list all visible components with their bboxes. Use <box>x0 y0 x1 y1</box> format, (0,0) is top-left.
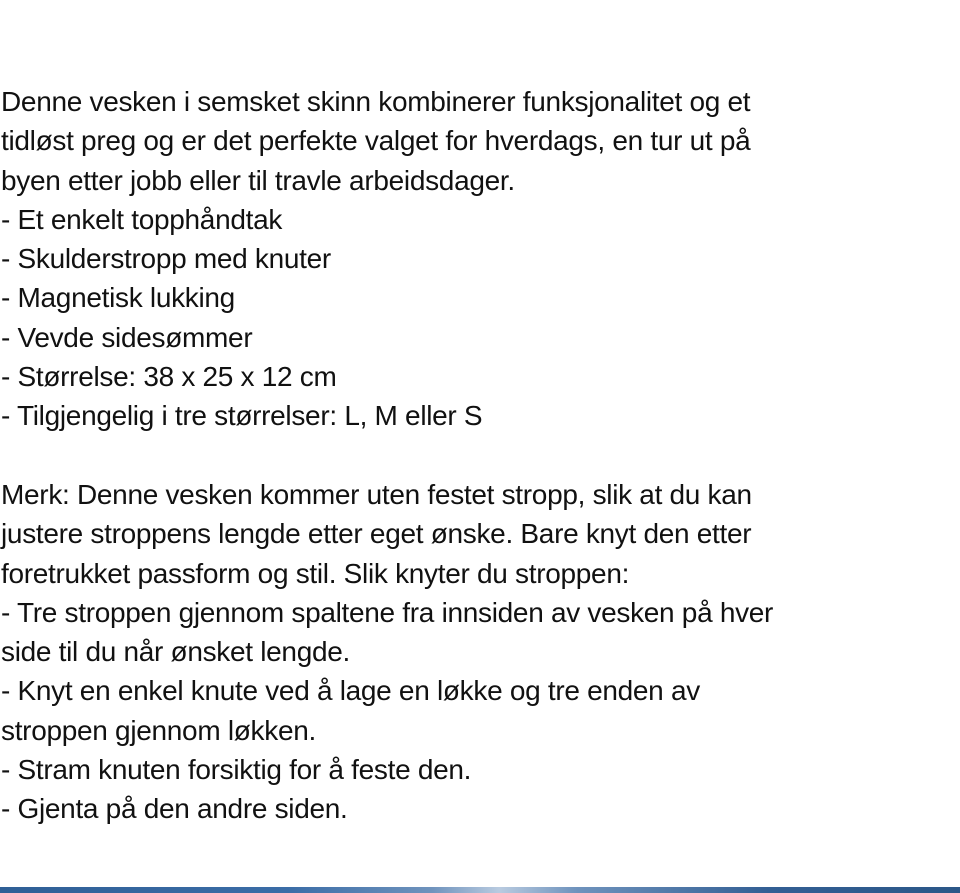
feature-item: - Vevde sidesømmer <box>1 321 253 353</box>
product-description <box>1 82 957 829</box>
note-line: foretrukket passform og stil. Slik knyter du stroppen: <box>1 557 630 589</box>
step-line: - Knyt en enkel knute ved å lage en løkke og tre enden av <box>1 675 700 707</box>
feature-item: - Størrelse: 38 x 25 x 12 cm <box>1 361 337 393</box>
intro-line: Denne vesken i semsket skinn kombinerer funksjonalitet og et <box>1 86 751 117</box>
intro-line: tidløst preg og er det perfekte valget for hverdags, en tur ut på <box>1 125 751 157</box>
step-line: stroppen gjennom løkken. <box>1 714 316 746</box>
feature-item: - Tilgjengelig i tre størrelser: L, M eller S <box>1 400 483 432</box>
step-line: - Gjenta på den andre siden. <box>1 793 348 825</box>
intro-line: byen etter jobb eller til travle arbeidsdager. <box>1 164 515 196</box>
feature-item: - Magnetisk lukking <box>1 282 235 314</box>
bottom-edge-bar <box>0 887 960 893</box>
note-line: Merk: Denne vesken kommer uten festet stropp, slik at du kan <box>1 478 752 510</box>
note-line: justere stroppens lengde etter eget ønske. Bare knyt den etter <box>1 518 752 550</box>
feature-item: - Et enkelt topphåndtak <box>1 203 283 235</box>
feature-item: - Skulderstropp med knuter <box>1 243 331 275</box>
step-line: - Tre stroppen gjennom spaltene fra innsiden av vesken på hver <box>1 596 774 628</box>
paragraph-spacer <box>1 436 957 475</box>
step-line: - Stram knuten forsiktig for å feste den. <box>1 754 472 786</box>
step-line: side til du når ønsket lengde. <box>1 636 350 668</box>
